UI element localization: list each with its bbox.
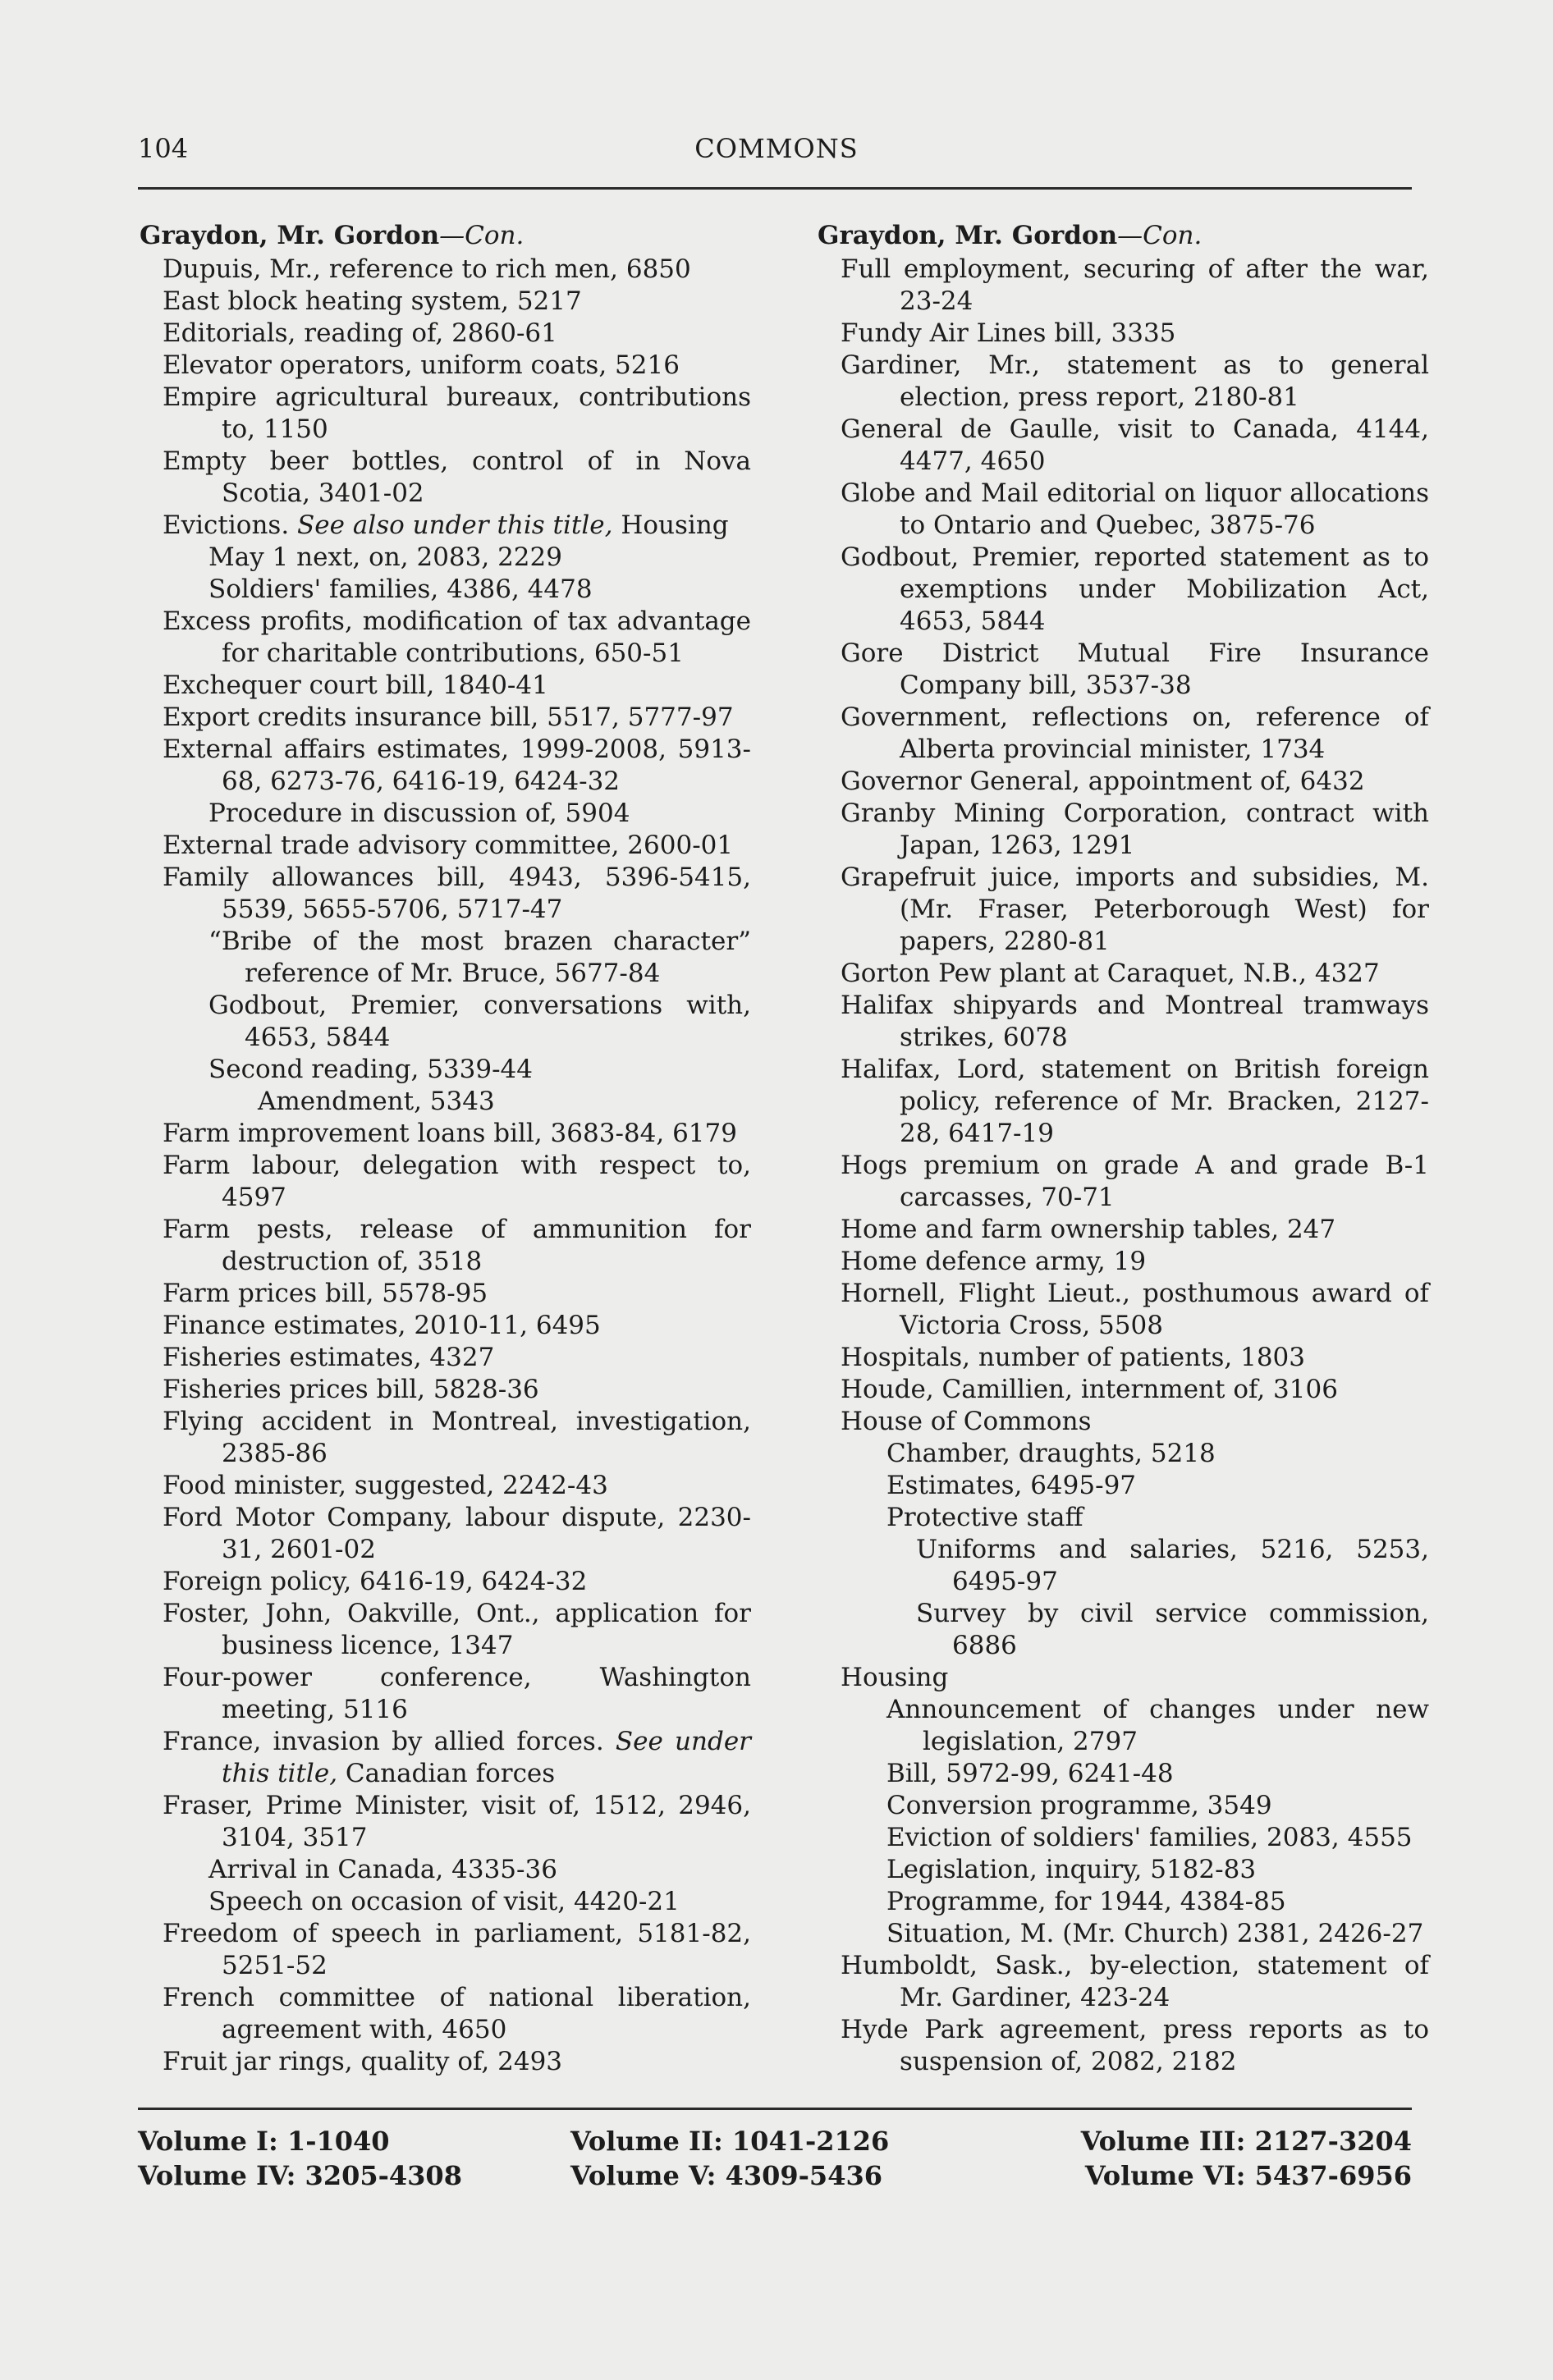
entry-text: Elevator operators, uniform coats, 5216 — [163, 350, 680, 380]
entry-text: Announcement of changes under new legislation, 2797 — [886, 1695, 1429, 1756]
entry-text: Survey by civil service commission, 6886 — [916, 1599, 1429, 1660]
index-entry — [140, 542, 751, 574]
entry-text: Estimates, 6495-97 — [886, 1471, 1137, 1500]
index-entry — [818, 1438, 1429, 1470]
index-entry — [140, 1214, 751, 1278]
index-entry — [818, 1918, 1429, 1950]
entry-text: Godbout, Premier, conversations with, 4653, 5844 — [208, 991, 751, 1052]
index-entry — [140, 1662, 751, 1726]
entry-text: Speech on occasion of visit, 4420-21 — [208, 1887, 680, 1916]
index-entry — [140, 670, 751, 702]
index-entry — [140, 1886, 751, 1918]
entry-text: Fraser, Prime Minister, visit of, 1512, 2946, 3104, 3517 — [163, 1791, 751, 1852]
index-entry — [818, 766, 1429, 798]
index-entry — [818, 1214, 1429, 1246]
index-entry — [140, 1342, 751, 1374]
index-entry — [818, 2014, 1429, 2078]
index-entry — [140, 1502, 751, 1566]
index-entry — [140, 1982, 751, 2046]
entry-text: East block heating system, 5217 — [163, 286, 582, 316]
entry-text: General de Gaulle, visit to Canada, 4144, 4477, 4650 — [841, 414, 1429, 476]
index-entry — [818, 414, 1429, 478]
index-entry — [140, 1054, 751, 1086]
index-entry — [818, 1854, 1429, 1886]
entry-text: Government, reflections on, reference of Alberta provincial minister, 1734 — [841, 703, 1429, 764]
index-entry — [818, 1790, 1429, 1822]
entry-text: Home defence army, 19 — [841, 1247, 1147, 1276]
entry-text: French committee of national liberation, agreement with, 4650 — [163, 1983, 751, 2044]
heading-name: Graydon, Mr. Gordon — [140, 221, 440, 250]
index-entry — [140, 798, 751, 830]
entry-text: France, invasion by allied forces. — [163, 1727, 616, 1756]
entry-text: Housing — [841, 1663, 949, 1692]
entry-text: Eviction of soldiers' families, 2083, 4555 — [886, 1823, 1413, 1852]
entry-text: Ford Motor Company, labour dispute, 2230-31, 2601-02 — [163, 1503, 751, 1564]
index-entry — [140, 1118, 751, 1150]
entry-text: Exchequer court bill, 1840-41 — [163, 671, 548, 700]
index-entry — [818, 1246, 1429, 1278]
entry-text: House of Commons — [841, 1407, 1092, 1436]
entry-text: Granby Mining Corporation, contract with Japan, 1263, 1291 — [841, 799, 1429, 860]
index-entry — [818, 1470, 1429, 1502]
entry-text: Grapefruit juice, imports and subsidies, M. (Mr. Fraser, Peterborough West) for papers, 2280-81 — [841, 863, 1429, 956]
entry-text: Gardiner, Mr., statement as to general election, press report, 2180-81 — [841, 350, 1429, 412]
footer-rule — [138, 2108, 1412, 2110]
index-entry — [140, 1406, 751, 1470]
index-entry — [140, 1598, 751, 1662]
index-entry — [140, 1150, 751, 1214]
index-entry — [140, 862, 751, 926]
index-entry — [140, 1470, 751, 1502]
volume-range: Volume III: 2127-3204 — [1080, 2126, 1412, 2157]
index-entry — [818, 1886, 1429, 1918]
entry-text: Evictions. — [163, 510, 298, 540]
entry-text: Farm labour, delegation with respect to, 4597 — [163, 1151, 751, 1212]
index-entry — [140, 350, 751, 382]
index-entry — [818, 542, 1429, 638]
volume-range: Volume VI: 5437-6956 — [1084, 2160, 1412, 2191]
entry-text: Situation, M. (Mr. Church) 2381, 2426-27 — [886, 1919, 1424, 1948]
volume-range: Volume V: 4309-5436 — [570, 2160, 882, 2191]
index-entry — [140, 926, 751, 990]
index-entry — [818, 958, 1429, 990]
entry-text: Farm improvement loans bill, 3683-84, 6179 — [163, 1119, 737, 1148]
entry-text: Humboldt, Sask., by-election, statement of Mr. Gardiner, 423-24 — [841, 1951, 1429, 2012]
index-entry — [140, 382, 751, 446]
entry-text: Governor General, appointment of, 6432 — [841, 767, 1365, 796]
index-entry — [140, 830, 751, 862]
entry-text: Fundy Air Lines bill, 3335 — [841, 318, 1176, 348]
column-heading — [140, 220, 751, 252]
entry-text: Editorials, reading of, 2860-61 — [163, 318, 557, 348]
index-entry — [818, 1374, 1429, 1406]
index-entry — [818, 478, 1429, 542]
entry-text: Housing — [612, 510, 729, 540]
entry-text: Foreign policy, 6416-19, 6424-32 — [163, 1567, 588, 1596]
entry-text: Protective staff — [886, 1503, 1083, 1532]
entry-text: “Bribe of the most brazen character” reference of Mr. Bruce, 5677-84 — [208, 927, 751, 988]
entry-text: Empty beer bottles, control of in Nova Scotia, 3401-02 — [163, 446, 751, 508]
entry-text: Bill, 5972-99, 6241-48 — [886, 1759, 1174, 1788]
index-entry — [140, 1726, 751, 1790]
index-entry — [140, 510, 751, 542]
entry-text: Godbout, Premier, reported statement as to exemptions under Mobilization Act, 4653, 5844 — [841, 542, 1429, 636]
index-entry — [818, 1822, 1429, 1854]
entry-text: Chamber, draughts, 5218 — [886, 1439, 1216, 1468]
index-entry — [818, 1758, 1429, 1790]
entry-text: Hospitals, number of patients, 1803 — [841, 1343, 1305, 1372]
index-entry — [818, 1278, 1429, 1342]
index-entry — [818, 1950, 1429, 2014]
entry-text: Empire agricultural bureaux, contributions to, 1150 — [163, 382, 751, 444]
index-entry — [140, 1918, 751, 1982]
entry-text: Family allowances bill, 4943, 5396-5415, 5539, 5655-5706, 5717-47 — [163, 863, 751, 924]
index-entry — [818, 1502, 1429, 1534]
index-entry — [140, 1854, 751, 1886]
heading-con: —Con. — [439, 221, 525, 250]
entry-text: Hyde Park agreement, press reports as to suspension of, 2082, 2182 — [841, 2015, 1429, 2076]
entry-text: Farm pests, release of ammunition for destruction of, 3518 — [163, 1215, 751, 1276]
index-entry — [140, 318, 751, 350]
entry-text: Dupuis, Mr., reference to rich men, 6850 — [163, 254, 691, 284]
entry-text: Farm prices bill, 5578-95 — [163, 1279, 488, 1308]
entry-text: Export credits insurance bill, 5517, 5777-97 — [163, 703, 734, 732]
index-entry — [818, 1406, 1429, 1438]
entry-text: Procedure in discussion of, 5904 — [208, 799, 630, 828]
entry-text: May 1 next, on, 2083, 2229 — [208, 542, 562, 572]
page-number: 104 — [138, 133, 189, 164]
entry-text: Finance estimates, 2010-11, 6495 — [163, 1311, 601, 1340]
index-entry — [818, 1598, 1429, 1662]
index-entry — [140, 1374, 751, 1406]
index-entry — [818, 702, 1429, 766]
entry-text: Flying accident in Montreal, investigation, 2385-86 — [163, 1407, 751, 1468]
index-entry — [818, 1342, 1429, 1374]
header-rule — [138, 187, 1412, 190]
entry-text: Amendment, 5343 — [258, 1087, 495, 1116]
entry-cross-reference: See also under this title, — [297, 510, 613, 540]
index-entry — [818, 1150, 1429, 1214]
entry-text: Halifax, Lord, statement on British foreign policy, reference of Mr. Bracken, 2127-28, 6417-19 — [841, 1055, 1429, 1148]
index-entry — [818, 862, 1429, 958]
entry-text: Freedom of speech in parliament, 5181-82, 5251-52 — [163, 1919, 751, 1980]
entry-text: Fisheries estimates, 4327 — [163, 1343, 495, 1372]
index-entry — [140, 1310, 751, 1342]
entry-text: Fruit jar rings, quality of, 2493 — [163, 2047, 563, 2076]
index-entry — [818, 1662, 1429, 1694]
index-entry — [140, 2046, 751, 2078]
entry-cross-reference: See under this title, — [222, 1727, 751, 1788]
entry-text: Food minister, suggested, 2242-43 — [163, 1471, 608, 1500]
index-entry — [818, 990, 1429, 1054]
index-entry — [818, 1694, 1429, 1758]
index-entry — [140, 286, 751, 318]
entry-text: Full employment, securing of after the war, 23-24 — [841, 254, 1429, 316]
entry-text: Houde, Camillien, internment of, 3106 — [841, 1375, 1338, 1404]
entry-text: Gore District Mutual Fire Insurance Company bill, 3537-38 — [841, 638, 1429, 700]
entry-text: Programme, for 1944, 4384-85 — [886, 1887, 1286, 1916]
entry-text: Legislation, inquiry, 5182-83 — [886, 1855, 1257, 1884]
page-title: COMMONS — [694, 133, 859, 164]
entry-text: Foster, John, Oakville, Ont., application for business licence, 1347 — [163, 1599, 751, 1660]
index-entry — [140, 574, 751, 606]
index-entry — [140, 734, 751, 798]
entry-text: Home and farm ownership tables, 247 — [841, 1215, 1336, 1244]
entry-text: Hogs premium on grade A and grade B-1 carcasses, 70-71 — [841, 1151, 1429, 1212]
column-heading — [818, 220, 1429, 252]
heading-name: Graydon, Mr. Gordon — [818, 221, 1118, 250]
index-column-left — [140, 220, 751, 2078]
entry-text: Fisheries prices bill, 5828-36 — [163, 1375, 539, 1404]
index-column-right — [818, 220, 1429, 2078]
entry-text: Halifax shipyards and Montreal tramways strikes, 6078 — [841, 991, 1429, 1052]
index-entry — [140, 1086, 751, 1118]
index-entry — [818, 350, 1429, 414]
entry-text: Excess profits, modification of tax advantage for charitable contributions, 650-51 — [163, 606, 751, 668]
entry-text: Conversion programme, 3549 — [886, 1791, 1272, 1820]
index-entry — [818, 1534, 1429, 1598]
entry-list — [140, 254, 751, 2078]
entry-text: Uniforms and salaries, 5216, 5253, 6495-97 — [916, 1535, 1429, 1596]
index-entry — [818, 798, 1429, 862]
index-entry — [140, 1790, 751, 1854]
entry-text: Arrival in Canada, 4335-36 — [208, 1855, 557, 1884]
index-entry — [140, 606, 751, 670]
index-entry — [140, 990, 751, 1054]
index-entry — [140, 254, 751, 286]
entry-text: External affairs estimates, 1999-2008, 5913-68, 6273-76, 6416-19, 6424-32 — [163, 735, 751, 796]
entry-text: Gorton Pew plant at Caraquet, N.B., 4327 — [841, 959, 1380, 988]
volume-range: Volume I: 1-1040 — [138, 2126, 390, 2157]
entry-text: Globe and Mail editorial on liquor allocations to Ontario and Quebec, 3875-76 — [841, 478, 1429, 540]
entry-text: Canadian forces — [337, 1759, 556, 1788]
entry-text: Hornell, Flight Lieut., posthumous award of Victoria Cross, 5508 — [841, 1279, 1429, 1340]
index-entry — [818, 318, 1429, 350]
volume-range: Volume II: 1041-2126 — [570, 2126, 890, 2157]
index-entry — [140, 1278, 751, 1310]
index-entry — [818, 638, 1429, 702]
index-entry — [140, 1566, 751, 1598]
index-entry — [818, 254, 1429, 318]
entry-text: Soldiers' families, 4386, 4478 — [208, 574, 593, 604]
index-entry — [140, 702, 751, 734]
entry-text: Second reading, 5339-44 — [208, 1055, 534, 1084]
entry-list — [818, 254, 1429, 2078]
entry-text: Four-power conference, Washington meeting, 5116 — [163, 1663, 751, 1724]
index-entry — [818, 1054, 1429, 1150]
heading-con: —Con. — [1117, 221, 1203, 250]
entry-text: External trade advisory committee, 2600-01 — [163, 831, 734, 860]
volume-range: Volume IV: 3205-4308 — [138, 2160, 462, 2191]
index-entry — [140, 446, 751, 510]
